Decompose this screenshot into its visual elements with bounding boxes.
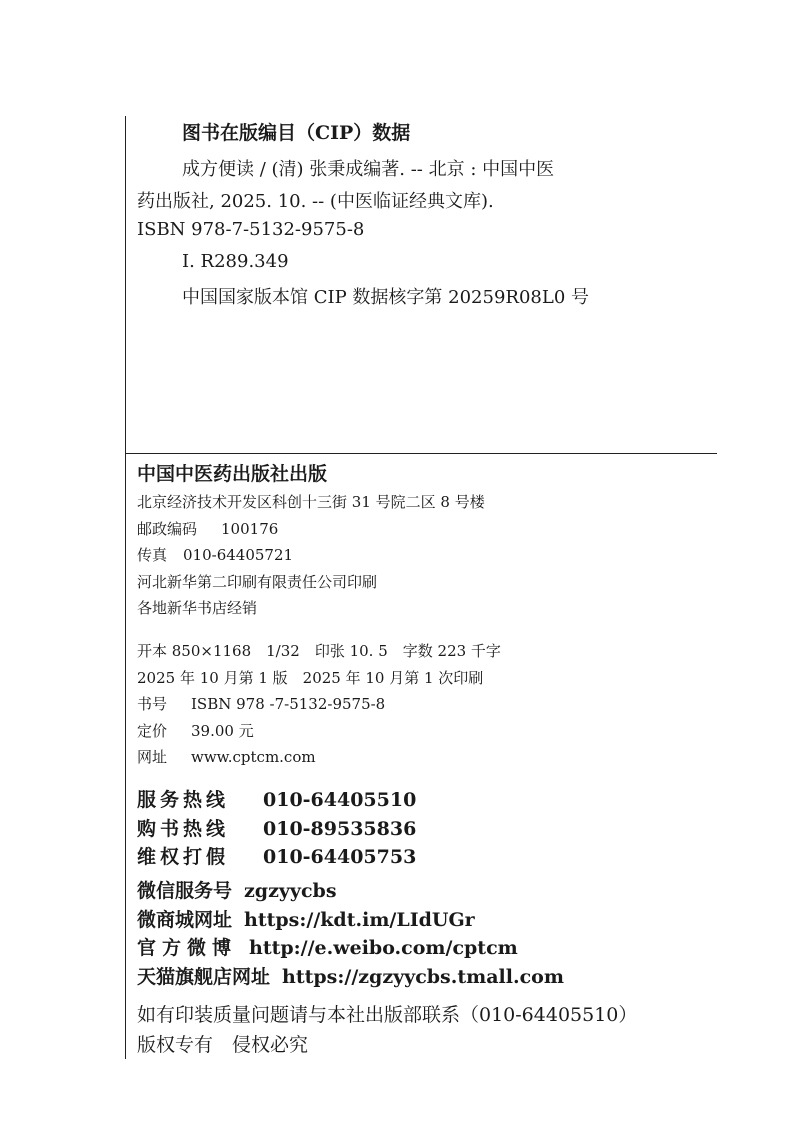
social-weibo-url: http://e.weibo.com/cptcm bbox=[249, 937, 518, 959]
hotline-antipiracy bbox=[137, 843, 717, 872]
hotline-purchase-label: 购书热线 bbox=[137, 817, 230, 840]
social-tmall-url: https://zgzyycbs.tmall.com bbox=[282, 965, 564, 988]
social-wechat-label: 微信服务号 bbox=[137, 880, 233, 902]
cip-isbn: ISBN 978-7-5132-9575-8 bbox=[137, 219, 365, 240]
spec-web bbox=[137, 744, 717, 771]
fax-value: 010-64405721 bbox=[183, 546, 294, 564]
hotline-antipiracy-label: 维权打假 bbox=[137, 846, 230, 868]
spec-price bbox=[137, 718, 717, 745]
social-wechat-value: zgzyycbs bbox=[244, 880, 337, 902]
cip-divider-vertical bbox=[125, 116, 126, 454]
social-tmall-label: 天猫旗舰店网址 bbox=[137, 965, 271, 988]
publisher-postcode bbox=[137, 516, 717, 543]
social-microstore bbox=[137, 906, 717, 935]
spec-format: 开本 850×1168 1/32 印张 10. 5 字数 223 千字 bbox=[137, 642, 501, 660]
publisher-fax bbox=[137, 542, 717, 569]
hotline-service bbox=[137, 786, 717, 815]
hotline-service-label: 服务热线 bbox=[137, 789, 230, 811]
hotline-service-number: 010-64405510 bbox=[263, 789, 417, 811]
publisher-name: 中国中医药出版社出版 bbox=[137, 463, 328, 485]
publisher-printer: 河北新华第二印刷有限责任公司印刷 bbox=[137, 572, 378, 591]
hotline-purchase bbox=[137, 815, 717, 844]
fax-label: 传真 bbox=[137, 546, 168, 564]
social-microstore-url: https://kdt.im/LIdUGr bbox=[244, 908, 475, 931]
spec-block bbox=[137, 638, 717, 771]
hotline-antipiracy-number: 010-64405753 bbox=[263, 846, 417, 868]
publisher-distributor: 各地新华书店经销 bbox=[137, 599, 258, 617]
spec-isbn bbox=[137, 691, 717, 718]
spec-web-label: 网址 bbox=[137, 748, 168, 766]
footer-rights: 版权专有 侵权必究 bbox=[137, 1034, 309, 1056]
section-divider-horizontal bbox=[125, 453, 717, 454]
cip-verification: 中国国家版本馆 CIP 数据核字第 20259R08L0 号 bbox=[182, 287, 590, 308]
publisher-address: 北京经济技术开发区科创十三街 31 号院二区 8 号楼 bbox=[137, 493, 485, 511]
spec-web-value: www.cptcm.com bbox=[191, 748, 316, 766]
spec-isbn-value: ISBN 978 -7-5132-9575-8 bbox=[191, 695, 386, 713]
hotline-block bbox=[137, 786, 717, 872]
cip-line-1: 成方便读 / (清) 张秉成编著. -- 北京 : 中国中医 bbox=[182, 159, 555, 180]
social-microstore-label: 微商城网址 bbox=[137, 908, 233, 931]
postcode-value: 100176 bbox=[221, 519, 279, 538]
cip-title: 图书在版编目（CIP）数据 bbox=[182, 122, 411, 144]
spec-price-label: 定价 bbox=[137, 721, 168, 740]
publisher-block bbox=[137, 459, 717, 622]
spec-isbn-label: 书号 bbox=[137, 695, 168, 713]
footer-block bbox=[137, 1000, 717, 1060]
social-block bbox=[137, 877, 717, 991]
footer-contact: 如有印装质量问题请与本社出版部联系（010-64405510） bbox=[137, 1004, 638, 1026]
social-weibo-label: 官方微博 bbox=[137, 937, 238, 959]
spec-edition: 2025 年 10 月第 1 版 2025 年 10 月第 1 次印刷 bbox=[137, 668, 484, 687]
social-tmall bbox=[137, 963, 717, 992]
spec-price-value: 39.00 元 bbox=[191, 721, 254, 740]
hotline-purchase-number: 010-89535836 bbox=[263, 817, 417, 840]
publisher-divider-vertical bbox=[125, 454, 126, 1059]
social-weibo bbox=[137, 934, 717, 963]
postcode-label: 邮政编码 bbox=[137, 519, 198, 538]
cip-classification: Ⅰ. R289.349 bbox=[182, 251, 289, 272]
social-wechat bbox=[137, 877, 717, 906]
cip-line-2: 药出版社, 2025. 10. -- (中医临证经典文库). bbox=[137, 191, 494, 212]
